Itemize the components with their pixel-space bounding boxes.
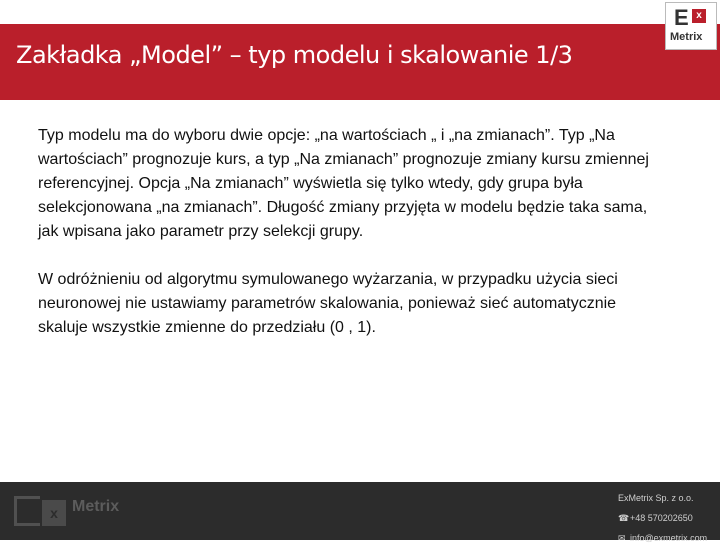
phone-icon: ☎ <box>618 513 630 523</box>
footer-contact <box>618 488 718 548</box>
paragraph-model-type: Typ modelu ma do wyboru dwie opcje: „na wartościach „ i „na zmianach”. Typ „Na wartościach” prognozuje kurs, a typ „Na zmianach” prognozuje zmiany kursu zmiennej referencyjnej. Opcja „Na zmianach” wyświetla się tylko wtedy, gdy grupa była selekcjonowana „na zmianach”. Długość zmiany przyjęta w modelu będzie taka sama, jak wpisana jako parametr przy selekcji grupy. <box>38 127 649 240</box>
paragraph-scaling: W odróżnieniu od algorytmu symulowanego wyżarzania, w przypadku użycia sieci neuronowej nie ustawiamy parametrów skalowania, ponieważ sieć automatycznie skaluje wszystkie zmienne do przedziału (0 , 1). <box>38 271 618 336</box>
mail-icon: ✉ <box>618 533 626 543</box>
company-name: ExMetrix Sp. z o.o. <box>618 493 694 503</box>
exmetrix-logo <box>665 2 717 50</box>
logo-e: E <box>674 5 689 30</box>
logo-metrix: Metrix <box>670 31 703 43</box>
email-row <box>618 528 718 548</box>
company-row <box>618 488 718 508</box>
footer-logo-x: x <box>42 500 66 526</box>
logo-x: x <box>692 9 706 23</box>
slide-title: Zakładka „Model” – typ modelu i skalowanie 1/3 <box>16 41 573 69</box>
phone-row <box>618 508 718 528</box>
footer-logo-e <box>14 496 40 526</box>
footer-brand: Metrix <box>72 498 120 515</box>
email-address: info@exmetrix.com <box>630 533 708 543</box>
phone-number: +48 570202650 <box>630 513 693 523</box>
slide-body <box>38 124 668 364</box>
